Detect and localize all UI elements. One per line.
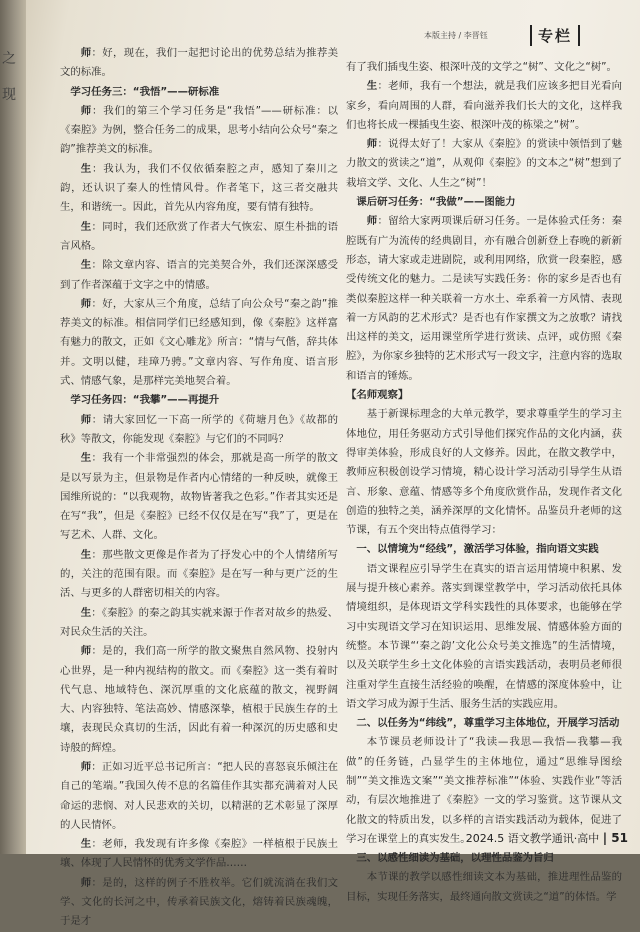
paragraph bbox=[60, 758, 338, 835]
paragraph-text: ：是的，这样的例子不胜枚举。它们就流淌在我们文学、文化的长河之中，传承着民族文化，熔铸着民族魂魄，于是才 bbox=[60, 876, 339, 928]
paragraph-text: 课后研习任务：“我做”——图能力 bbox=[356, 196, 516, 209]
speaker-label: 生 bbox=[80, 548, 92, 561]
previous-page-char: 之 bbox=[2, 51, 16, 67]
paragraph-text: ：说得太好了！大家从《秦腔》的赏读中领悟到了魅力散文的赏读之“道”，从观仰《秦腔》的文本之“树”想到了栽培文学、文化、人生之“树”！ bbox=[346, 138, 623, 189]
paragraph bbox=[60, 642, 338, 758]
paragraph bbox=[60, 160, 338, 218]
right-column bbox=[346, 58, 622, 907]
paragraph bbox=[60, 835, 338, 874]
section-label bbox=[346, 386, 622, 405]
paragraph-text: ：留给大家两项课后研习任务。一是体验式任务：秦腔既有广为流传的经典剧目，亦有融合创新登上春晚的新新形态，请大家或走进剧院，或利用网络，欣赏一段秦腔，感受传统文化的魅力。二是读写实践任务：你的家乡是否也有类似秦腔这样一种关联着一方水土、牵系着一方风情、表现着一方风韵的艺术形式？是否也有作家撰文为之放歌？请找出这样的美文，运用课堂所学进行赏读、点评，或仿照《秦腔》，为你家乡独特的艺术形式写一段文字，注意内容的选取和语言的锤炼。 bbox=[346, 215, 623, 382]
speaker-label: 生 bbox=[80, 606, 92, 619]
speaker-label: 生 bbox=[80, 162, 93, 175]
paragraph-text: ：老师，我发现有许多像《秦腔》一样植根于民族土壤、体现了人民情怀的优秀文学作品…… bbox=[60, 838, 339, 870]
left-column bbox=[60, 44, 338, 932]
paragraph bbox=[60, 604, 338, 643]
page-footer: 2024.5 语文教学通讯·高中 | 51 bbox=[465, 831, 628, 845]
paragraph-text: 三、以感性细读为基础，以理性品鉴为旨归 bbox=[356, 852, 554, 865]
column-title: 专栏 bbox=[530, 25, 580, 46]
paragraph bbox=[346, 58, 622, 77]
paragraph-text: 学习任务四：“我攀”——再提升 bbox=[70, 394, 220, 407]
section-heading bbox=[60, 83, 338, 102]
paragraph-text: ：我认为，我们不仅依循秦腔之声，感知了秦川之韵，还认识了秦人的性情风骨。作者笔下，这三者交融共生，和谐统一。因此，首先从内容角度，要有情有独特。 bbox=[60, 162, 338, 214]
header-host: 本版主持 / 李晋钰 bbox=[424, 31, 488, 40]
paragraph-text: 有了我们插曳生姿、根深叶茂的文学之“树”、文化之“树”。 bbox=[346, 61, 617, 73]
speaker-label: 生 bbox=[80, 259, 92, 272]
paragraph bbox=[60, 218, 338, 257]
paragraph-text: 基于新课标理念的大单元教学，要求尊重学生的学习主体地位，用任务驱动方式引导他们探究作品的文化内涵，获得审美体验，形成良好的人文修养。因此，在散文教学中，教师应积极创设学习情境，精心设计学习活动引导学生从语言、形象、意蕴、情感等多个角度欣赏作品，发现作者文化创造的独特之美，涵养深厚的文化情怀。品鉴员升老师的这节课，有五个突出特点值得学习： bbox=[346, 408, 622, 537]
section-heading bbox=[346, 849, 622, 868]
paragraph bbox=[60, 874, 338, 932]
speaker-label: 师 bbox=[80, 876, 92, 889]
paragraph-text: 一、以情境为“经线”，激活学习体验，指向语文实践 bbox=[356, 543, 599, 556]
paragraph bbox=[60, 44, 338, 83]
paragraph bbox=[346, 560, 622, 714]
speaker-label: 师 bbox=[366, 215, 378, 228]
issue-date: 2024.5 bbox=[465, 832, 505, 845]
page-number: 51 bbox=[611, 831, 628, 845]
speaker-label: 生 bbox=[80, 220, 92, 233]
speaker-label: 师 bbox=[80, 760, 92, 773]
section-heading bbox=[346, 540, 622, 559]
paragraph bbox=[60, 295, 338, 391]
paragraph bbox=[346, 77, 622, 135]
paragraph bbox=[60, 102, 338, 160]
paragraph-text: 【名师观察】 bbox=[346, 389, 409, 402]
speaker-label: 师 bbox=[80, 47, 92, 59]
paragraph bbox=[346, 868, 622, 907]
previous-page-edge bbox=[0, 0, 26, 854]
previous-page-char: 现 bbox=[2, 87, 16, 103]
paragraph-text: ：正如习近平总书记所言：“把人民的喜怒哀乐倾注在自己的笔端。”我国久传不息的名篇佳作其实都充满着对人民命运的悲悯、对人民悲欢的关切，以精湛的艺术彰显了深厚的人民情怀。 bbox=[60, 760, 338, 831]
paragraph-text: ：除文章内容、语言的完美契合外，我们还深深感受到了作者深蕴于文字之中的情感。 bbox=[60, 259, 339, 291]
paragraph-text: 学习任务三：“我悟”——研标准 bbox=[70, 85, 220, 98]
section-heading bbox=[60, 391, 338, 410]
paragraph bbox=[60, 256, 338, 295]
paragraph-text: ：老师，我有一个想法，就是我们应该多把目光看向家乡，看向周围的人群，看向滋养我们长大的文化，这样我们也将长成一棵插曳生姿、根深叶茂的栋梁之“树”。 bbox=[346, 80, 623, 131]
paragraph-text: ：《秦腔》的秦之韵其实就来源于作者对故乡的热爱、对民众生活的关注。 bbox=[60, 606, 338, 638]
speaker-label: 师 bbox=[80, 104, 93, 117]
paragraph-text: 本节课的教学以感性细读文本为基础，推进理性品鉴的目标，实现任务落实，最终通向散文赏读之“道”的体悟。学 bbox=[346, 871, 622, 903]
paragraph bbox=[346, 135, 622, 193]
paragraph bbox=[346, 405, 622, 540]
paragraph bbox=[60, 411, 338, 450]
section-heading bbox=[346, 193, 622, 212]
paragraph-text: ：那些散文更像是作者为了抒发心中的个人情绪所写的，关注的范围有限。而《秦腔》是在写一种与更广泛的生活、与更多的人群密切相关的内容。 bbox=[60, 548, 339, 600]
paragraph-text: ：同时，我们还欣赏了作者大气恢宏、原生朴拙的语言风格。 bbox=[60, 220, 339, 252]
speaker-label: 师 bbox=[366, 138, 378, 151]
speaker-label: 师 bbox=[80, 297, 92, 310]
journal-name: 语文教学通讯·高中 bbox=[507, 832, 600, 845]
paragraph-text: ：请大家回忆一下高一所学的《荷塘月色》《故都的秋》等散文，你能发现《秦腔》与它们的不同吗？ bbox=[60, 413, 338, 445]
speaker-label: 生 bbox=[80, 838, 92, 851]
paragraph bbox=[60, 546, 338, 604]
speaker-label: 师 bbox=[80, 413, 92, 426]
paragraph-text: ：我有一个非常强烈的体会，那就是高一所学的散文是以写景为主，但景物是作者内心情绪的一种反映，就像王国维所说的：“以我观物，故物皆著我之色彩。”作者其实还是在写“我”，但是《秦腔》已经不仅仅是在写“我”了，更是在写艺术、人群、文化。 bbox=[60, 452, 339, 542]
paragraph-text: ：是的，我们高一所学的散文聚焦自然风物、投射内心世界，是一种内视结构的散文。而《秦腔》这一类有着时代气息、地域特色、深沉厚重的文化底蕴的散文，视野阔大、内容独特、笔法高妙、情感深挚，植根于民族生存的土壤，表现民众真切的生活，因此有着一种深沉的历史感和史诗般的辉煌。 bbox=[60, 645, 339, 754]
paragraph bbox=[60, 449, 338, 545]
paragraph-text: ：好，大家从三个角度，总结了向公众号“秦之韵”推荐美文的标准。相信同学们已经感知到，像《秦腔》这样富有魅力的散文，正如《文心雕龙》所言：“情与气偕，辞共体并。文明以健，珪璋乃骋。”文章内容、写作角度、语言形式、情感气象，是那样完美地契合着。 bbox=[60, 297, 339, 388]
paragraph bbox=[346, 212, 622, 386]
paragraph-text: 二、以任务为“纬线”，尊重学习主体地位，开展学习活动 bbox=[356, 717, 620, 730]
page-header bbox=[420, 24, 634, 46]
paragraph-text: ：好，现在，我们一起把讨论出的优势总结为推荐美文的标准。 bbox=[60, 47, 339, 79]
speaker-label: 师 bbox=[80, 645, 92, 658]
section-heading bbox=[346, 714, 622, 733]
speaker-label: 生 bbox=[366, 80, 378, 93]
paragraph-text: ：我们的第三个学习任务是“我悟”——研标准：以《秦腔》为例，整合任务二的成果，思考小结向公众号“秦之韵”推荐美文的标准。 bbox=[60, 104, 339, 156]
paragraph-text: 本节课员老师设计了“我读—我思—我悟—我攀—我做”的任务链，凸显学生的主体地位，通过“思维导图绘制”“美文推选文案”“美文推荐标准”“体验、实践作业”等活动，有层次地推进了《秦腔》一文的学习鉴赏。这节课从文化散文的特质出发，以多样的言语实践活动为载体，促进了学习在课堂上的真实发生。 bbox=[346, 736, 622, 845]
paragraph-text: 语文课程应引导学生在真实的语言运用情境中积累、发展与提升核心素养。落实到课堂教学中，学习活动依托具体情境组织，是体现语文学科实践性的具体要求，也能够在学习中实现语文学习在知识运用、思维发展、情感体验方面的统整。本节课“‘秦之韵’文化公众号美文推选”的生活情境，以及关联学生乡土文化体验的言语实践活动，表明员老师很注重对学生直接生活经验的唤醒，在情感的深度体验中，让语文学习成为源于生活、服务生活的实践应用。 bbox=[346, 562, 622, 710]
speaker-label: 生 bbox=[80, 452, 92, 465]
